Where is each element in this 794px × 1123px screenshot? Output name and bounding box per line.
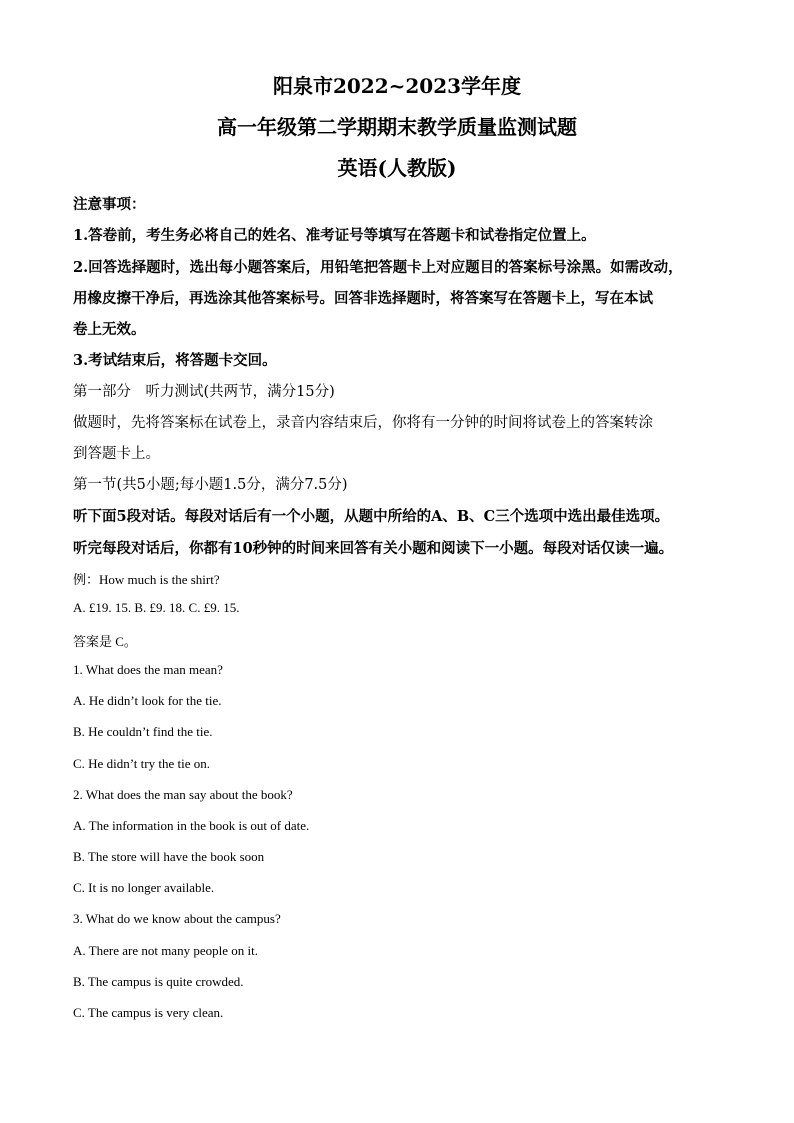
notice-item-1: 1.答卷前，考生务必将自己的姓名、准考证号等填写在答题卡和试卷指定位置上。 — [73, 227, 596, 244]
question-1-option-a: A. He didn’t look for the tie. — [73, 693, 222, 708]
part1-desc-line-2: 到答题卡上。 — [73, 446, 160, 462]
question-3-stem: 3. What do we know about the campus? — [73, 911, 281, 926]
notice-item-2-line-1: 2.回答选择题时，选出每小题答案后，用铅笔把答题卡上对应题目的答案标号涂黑。如需改动， — [73, 259, 683, 276]
question-2-option-c: C. It is no longer available. — [73, 880, 215, 895]
section1-instructions-line-1: 听下面5段对话。每段对话后有一个小题，从题中所给的A、B、C三个选项中选出最佳选项。 — [73, 508, 670, 525]
example-options: A. £19. 15. B. £9. 18. C. £9. 15. — [73, 600, 240, 615]
exam-title-city-year: 阳泉市2022~2023学年度 — [272, 74, 522, 98]
part1-desc-line-1: 做题时，先将答案标在试卷上，录音内容结束后，你将有一分钟的时间将试卷上的答案转涂 — [73, 415, 653, 431]
section1-heading: 第一节(共5小题;每小题1.5分，满分7.5分) — [73, 477, 348, 493]
exam-title-subject: 英语(人教版) — [337, 156, 457, 180]
example-answer: 答案是 C。 — [73, 634, 137, 649]
question-3-option-b: B. The campus is quite crowded. — [73, 974, 244, 989]
question-2-option-b: B. The store will have the book soon — [73, 849, 265, 864]
notice-heading: 注意事项： — [73, 196, 146, 213]
example-question: 例：How much is the shirt? — [73, 572, 220, 587]
part1-heading: 第一部分 听力测试(共两节，满分15分) — [73, 384, 335, 400]
question-1-option-b: B. He couldn’t find the tie. — [73, 724, 213, 739]
question-1-stem: 1. What does the man mean? — [73, 662, 223, 677]
exam-title-grade: 高一年级第二学期期末教学质量监测试题 — [217, 115, 577, 139]
question-2-stem: 2. What does the man say about the book? — [73, 787, 293, 802]
question-3-option-a: A. There are not many people on it. — [73, 943, 258, 958]
notice-item-3: 3.考试结束后，将答题卡交回。 — [73, 352, 277, 369]
question-3-option-c: C. The campus is very clean. — [73, 1005, 224, 1020]
section1-instructions-line-2: 听完每段对话后，你都有10秒钟的时间来回答有关小题和阅读下一小题。每段对话仅读一遍。 — [73, 540, 674, 557]
notice-item-2-line-2: 用橡皮擦干净后，再选涂其他答案标号。回答非选择题时，将答案写在答题卡上，写在本试 — [73, 290, 653, 307]
question-1-option-c: C. He didn’t try the tie on. — [73, 756, 210, 771]
notice-item-2-line-3: 卷上无效。 — [73, 321, 146, 338]
question-2-option-a: A. The information in the book is out of date. — [73, 818, 310, 833]
